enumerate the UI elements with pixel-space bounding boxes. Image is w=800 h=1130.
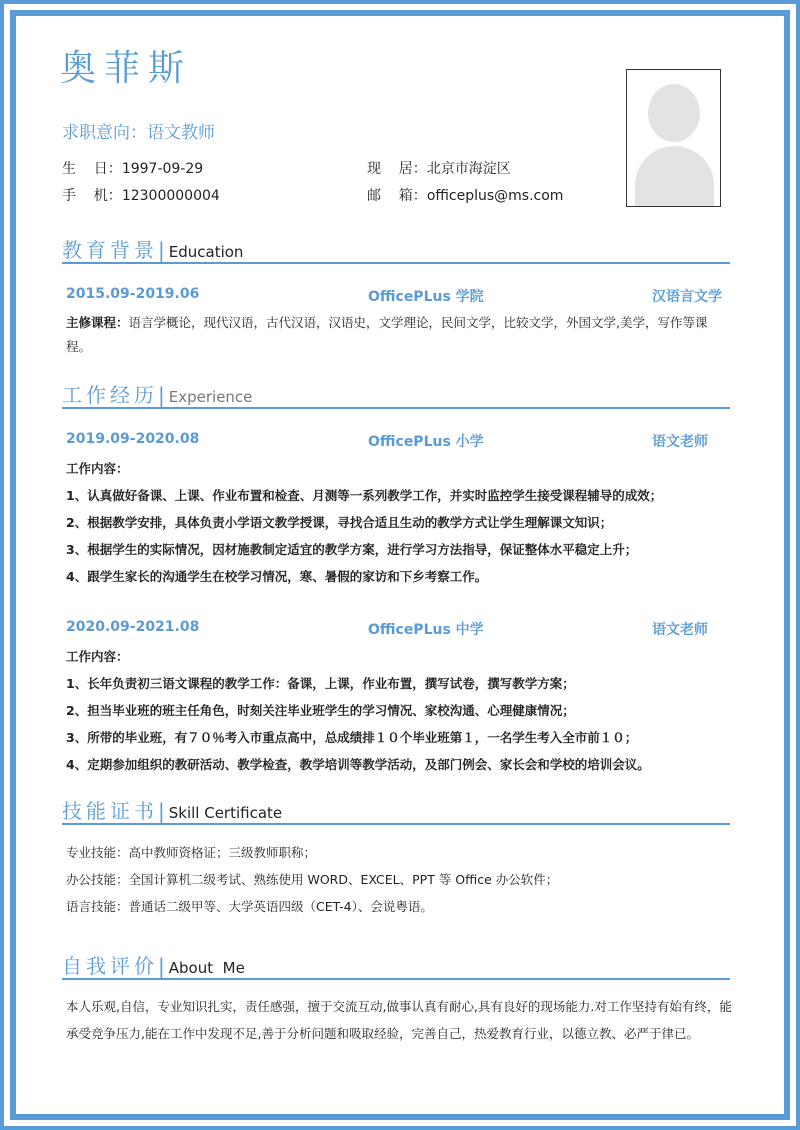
avatar-head-icon [648,84,700,142]
job-org: OfficePLus 中学 [368,622,484,638]
education-courses [66,311,730,359]
section-title-cn: 工作经历 [62,383,158,407]
duty-item: 4、定期参加组织的教研活动、教学检查，教学培训等教学活动，及部门例会、家长会和学校的培训会议。 [66,757,650,772]
education-major: 汉语言文学 [652,289,722,305]
section-title-cn: 教育背景 [62,238,158,262]
phone-info [62,185,220,205]
section-divider: | [158,954,165,978]
job-period: 2019.09-2020.08 [66,431,200,447]
job-row [66,431,722,450]
education-period: 2015.09-2019.06 [66,286,200,302]
courses-label: 主修课程： [66,315,129,330]
birth-info [62,158,203,178]
duty-item: 4、跟学生家长的沟通学生在校学习情况，寒、暑假的家访和下乡考察工作。 [66,569,488,584]
duty-item: 1、长年负责初三语文课程的教学工作：备课，上课，作业布置，撰写试卷，撰写教学方案； [66,676,575,691]
duty-item: 2、担当毕业班的班主任角色，时刻关注毕业班学生的学习情况、家校沟通、心理健康情况； [66,703,575,718]
job-period: 2020.09-2021.08 [66,619,200,635]
section-header-about [62,950,730,980]
birth-value: 1997-09-29 [121,161,204,177]
section-title-cn: 技能证书 [62,799,158,823]
avatar-body-icon [635,146,714,206]
section-header-skills [62,795,730,825]
section-title-en: Experience [168,388,253,406]
section-divider: | [158,799,165,823]
mail-label: 邮 箱： [367,188,427,204]
section-divider: | [158,383,165,407]
phone-value: 12300000004 [121,188,220,204]
profile-photo-placeholder [626,69,721,207]
job-duties [66,455,736,590]
section-header-education [62,234,730,264]
skill-item: 语言技能：普通话二级甲等、大学英语四级（CET-4）、会说粤语。 [66,899,433,914]
education-row [66,286,722,305]
job-row [66,619,722,638]
skill-item: 办公技能：全国计算机二级考试、熟练使用 WORD、EXCEL、PPT 等 Office 办公软件； [66,872,559,887]
duty-item: 1、认真做好备课、上课、作业布置和检查、月测等一系列教学工作，并实时监控学生接受课程辅导的成效； [66,488,663,503]
skill-item: 专业技能：高中教师资格证；三级教师职称； [66,845,317,860]
section-title-cn: 自我评价 [62,954,158,978]
section-title-en: About Me [168,959,245,977]
home-value: 北京市海淀区 [426,161,511,177]
duties-label: 工作内容： [66,461,129,476]
phone-label: 手 机： [62,188,122,204]
candidate-name: 奥菲斯 [60,48,193,89]
section-divider: | [158,238,165,262]
job-intent: 求职意向：语文教师 [62,123,215,143]
section-title-en: Education [168,243,244,261]
duties-label: 工作内容： [66,649,129,664]
mail-value: officeplus@ms.com [426,188,564,204]
section-header-experience [62,379,730,409]
duty-item: 3、根据学生的实际情况，因材施教制定适宜的教学方案，进行学习方法指导，保证整体水平稳定上升； [66,542,638,557]
about-text: 本人乐观,自信，专业知识扎实，责任感强，擅于交流互动,做事认真有耐心,具有良好的现场能力.对工作坚持有始有终，能承受竞争压力,能在工作中发现不足,善于分析问题和吸取经验，完善自己，热爱教育行业，以德立教、必严于律已。 [66,999,732,1041]
duty-item: 2、根据教学安排，具体负责小学语文教学授课，寻找合适且生动的教学方式让学生理解课文知识； [66,515,613,530]
birth-label: 生 日： [62,161,122,177]
home-label: 现 居： [367,161,427,177]
section-title-en: Skill Certificate [168,804,283,822]
home-info [367,158,511,178]
mail-info [367,185,563,205]
education-school: OfficePLus 学院 [368,289,484,305]
duty-item: 3、所带的毕业班，有７０％考入市重点高中，总成绩排１０个毕业班第１，一名学生考入全市前１０； [66,730,638,745]
job-duties [66,643,736,778]
job-org: OfficePLus 小学 [368,434,484,450]
job-role: 语文老师 [652,622,708,638]
courses-text: 语言学概论，现代汉语，古代汉语，汉语史，文学理论，民间文学，比较文学，外国文学,美学，写作等课程。 [66,315,708,354]
job-role: 语文老师 [652,434,708,450]
